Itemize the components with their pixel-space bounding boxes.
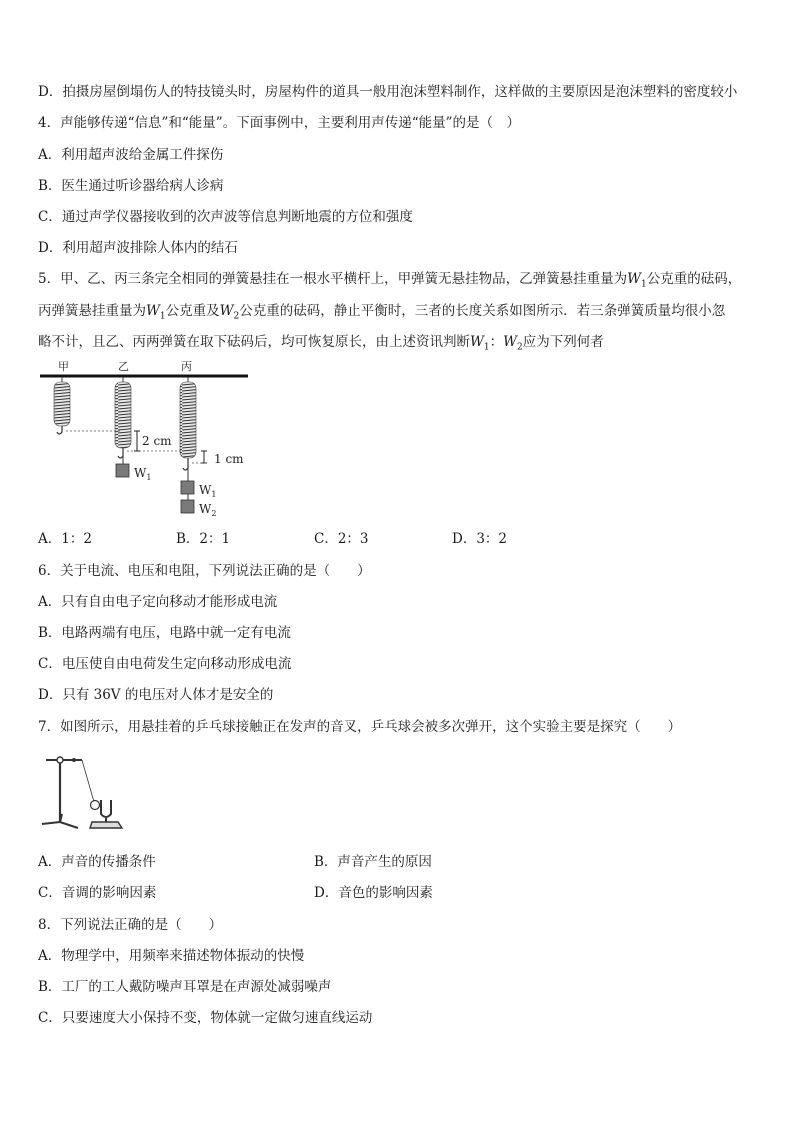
ping-pong-ball [91, 801, 100, 810]
label-1cm: 1 cm [214, 452, 244, 466]
q8-option-a: A．物理学中，用频率来描述物体振动的快慢 [38, 948, 305, 964]
q6-option-c: C．电压使自由电荷发生定向移动形成电流 [38, 656, 292, 672]
label-2cm: 2 cm [142, 434, 172, 448]
q8-stem: 8．下列说法正确的是（ ） [38, 917, 223, 933]
q4-option-d: D．利用超声波排除人体内的结石 [38, 240, 238, 256]
label-w2-bing: $W_2$ [199, 502, 217, 518]
q4-stem: 4．声能够传递“信息”和“能量”。下面事例中，主要利用声传递“能量”的是（ ） [38, 115, 520, 131]
q7-option-d: D．音色的影响因素 [314, 885, 433, 901]
q8-option-b: B．工厂的工人戴防噪声耳罩是在声源处减弱噪声 [38, 979, 332, 995]
q5-option-c: C．2：3 [314, 531, 369, 547]
weight-w1-bing [181, 481, 194, 494]
q3-option-d: D．拍摄房屋倒塌伤人的特技镜头时，房屋构件的道具一般用泡沫塑料制作，这样做的主要原因是泡沫塑料的密度较小 [38, 84, 738, 100]
weight-w2-bing [181, 500, 194, 513]
q6-option-d: D．只有 36V 的电压对人体才是安全的 [38, 687, 274, 703]
tuning-fork-figure [38, 752, 128, 834]
resonance-box [90, 822, 122, 828]
q7-option-a: A．声音的传播条件 [38, 854, 156, 870]
q5-stem-line-3: 略不计，且乙、丙两弹簧在取下砝码后，均可恢复原长，由上述资讯判断$W_1$：$W_2$应为下列何者 [38, 334, 604, 353]
string [82, 760, 94, 802]
q4-option-b: B．医生通过听诊器给病人诊病 [38, 178, 224, 194]
q5-option-a: A．1：2 [38, 531, 92, 547]
q4-option-a: A．利用超声波给金属工件探伤 [38, 147, 224, 163]
q7-option-c: C．音调的影响因素 [38, 885, 157, 901]
q5-option-b: B．2：1 [176, 531, 231, 547]
q6-option-b: B．电路两端有电压，电路中就一定有电流 [38, 625, 291, 641]
q5-stem-line-1: 5．甲、乙、丙三条完全相同的弹簧悬挂在一根水平横杆上，甲弹簧无悬挂物品，乙弹簧悬挂重量为$W_1$公克重的砝码， [38, 271, 742, 290]
q7-stem: 7．如图所示，用悬挂着的乒乓球接触正在发声的音叉，乒乓球会被多次弹开，这个实验主要是探究（ ） [38, 719, 682, 735]
label-bing: 丙 [181, 360, 192, 373]
label-w1-bing: $W_1$ [199, 483, 217, 499]
q6-option-a: A．只有自由电子定向移动才能形成电流 [38, 594, 278, 610]
q7-option-b: B．声音产生的原因 [314, 854, 432, 870]
label-jia: 甲 [58, 360, 69, 373]
q8-option-c: C．只要速度大小保持不变，物体就一定做匀速直线运动 [38, 1010, 373, 1026]
q4-option-c: C．通过声学仪器接收到的次声波等信息判断地震的方位和强度 [38, 209, 413, 225]
label-w1-yi: $W_1$ [134, 466, 152, 482]
spring-yi [115, 377, 131, 477]
weight-w1-yi [116, 464, 129, 477]
spring-figure [38, 356, 258, 524]
label-yi: 乙 [118, 360, 129, 373]
spring-bing [180, 377, 196, 513]
spring-jia [54, 377, 70, 434]
q5-stem-line-2: 丙弹簧悬挂重量为$W_1$公克重及$W_2$公克重的砝码，静止平衡时，三者的长度关系如图所示．若三条弹簧质量均很小忽 [38, 303, 726, 322]
q5-option-d: D．3：2 [452, 531, 508, 547]
tuning-fork [101, 800, 111, 817]
q6-stem: 6．关于电流、电压和电阻，下列说法正确的是（ ） [38, 563, 371, 579]
